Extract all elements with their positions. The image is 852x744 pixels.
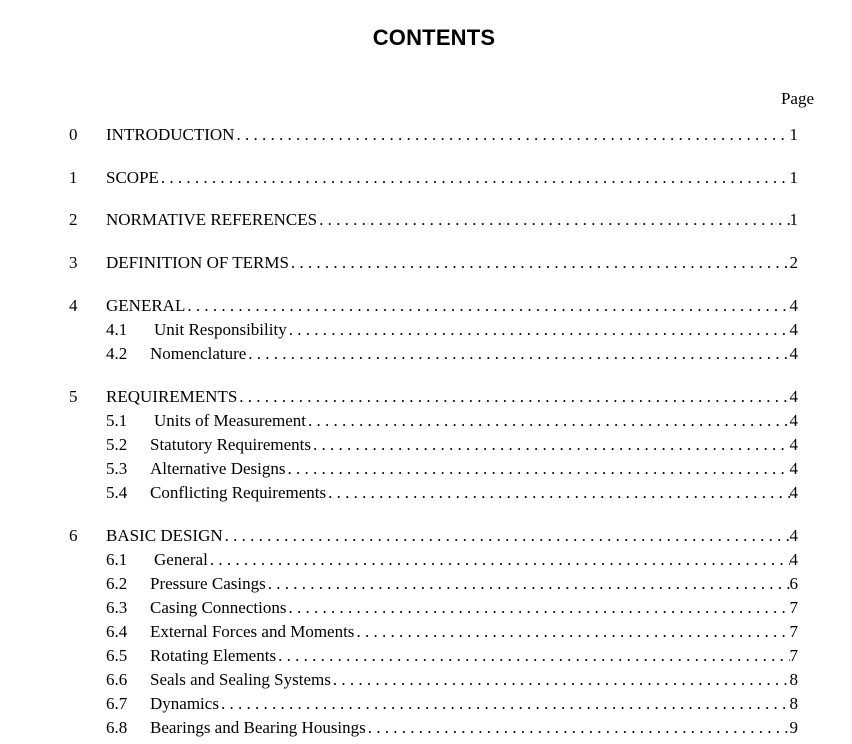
dot-leader xyxy=(328,482,789,504)
entry-text xyxy=(106,167,798,189)
entry-text xyxy=(150,621,798,643)
dot-leader xyxy=(221,693,790,715)
toc-entry-1[interactable] xyxy=(0,167,852,189)
entry-text xyxy=(106,209,798,231)
entry-text xyxy=(150,717,798,739)
subsection-title: External Forces and Moments xyxy=(150,622,355,641)
page-title: CONTENTS xyxy=(372,25,496,50)
subsection-number: 6.4 xyxy=(106,622,128,641)
toc-entry-5-1[interactable] xyxy=(0,410,852,432)
subsection-number: 6.7 xyxy=(106,694,128,713)
toc-entry-2[interactable] xyxy=(0,209,852,231)
subsection-title: Nomenclature xyxy=(150,344,247,363)
toc-entry-5-2[interactable] xyxy=(0,434,852,456)
section-title: SCOPE xyxy=(106,168,159,187)
page-number: 4 xyxy=(789,344,798,363)
section-title: DEFINITION OF TERMS xyxy=(106,253,289,272)
dot-leader xyxy=(308,410,789,432)
toc-entry-5-4[interactable] xyxy=(0,482,852,504)
dot-leader xyxy=(356,621,789,643)
subsection-number: 5.4 xyxy=(106,483,128,502)
page-number: 1 xyxy=(789,168,798,187)
page-number: 4 xyxy=(789,483,798,502)
section-number: 2 xyxy=(69,210,78,229)
subsection-title: Units of Measurement xyxy=(154,411,307,430)
entry-text xyxy=(150,693,798,715)
page-number: 4 xyxy=(789,387,798,406)
page-number: 9 xyxy=(789,718,798,737)
entry-text xyxy=(150,669,798,691)
toc-entry-6-8[interactable] xyxy=(0,717,852,739)
entry-text xyxy=(154,319,798,341)
entry-text xyxy=(150,482,798,504)
subsection-title: Rotating Elements xyxy=(150,646,277,665)
page-number: 4 xyxy=(789,435,798,454)
section-number: 6 xyxy=(69,526,78,545)
subsection-number: 4.1 xyxy=(106,320,128,339)
subsection-title: Conflicting Requirements xyxy=(150,483,327,502)
page-number: 4 xyxy=(789,459,798,478)
section-title: NORMATIVE REFERENCES xyxy=(106,210,318,229)
subsection-number: 5.3 xyxy=(106,459,128,478)
toc-entry-6[interactable] xyxy=(0,525,852,547)
dot-leader xyxy=(288,458,790,480)
toc-entry-6-7[interactable] xyxy=(0,693,852,715)
dot-leader xyxy=(187,295,789,317)
page-number: 6 xyxy=(789,574,798,593)
toc-entry-6-2[interactable] xyxy=(0,573,852,595)
toc-entry-4-2[interactable] xyxy=(0,343,852,365)
page-number: 4 xyxy=(789,526,798,545)
dot-leader xyxy=(239,386,789,408)
dot-leader xyxy=(225,525,790,547)
entry-text xyxy=(106,252,798,274)
entry-text xyxy=(150,597,798,619)
page-number: 8 xyxy=(789,670,798,689)
page-number: 4 xyxy=(789,296,798,315)
page-number: 1 xyxy=(789,125,798,144)
subsection-title: Pressure Casings xyxy=(150,574,266,593)
toc-entry-4-1[interactable] xyxy=(0,319,852,341)
dot-leader xyxy=(236,124,789,146)
section-title: REQUIREMENTS xyxy=(106,387,238,406)
section-title: GENERAL xyxy=(106,296,186,315)
subsection-title: Statutory Requirements xyxy=(150,435,312,454)
subsection-number: 6.6 xyxy=(106,670,128,689)
page-number: 1 xyxy=(789,210,798,229)
dot-leader xyxy=(268,573,790,595)
subsection-title: Seals and Sealing Systems xyxy=(150,670,331,689)
dot-leader xyxy=(289,319,790,341)
subsection-number: 4.2 xyxy=(106,344,128,363)
dot-leader xyxy=(291,252,790,274)
page-number: 7 xyxy=(789,598,798,617)
section-number: 5 xyxy=(69,387,78,406)
entry-text xyxy=(150,458,798,480)
dot-leader xyxy=(333,669,790,691)
entry-text xyxy=(154,410,798,432)
dot-leader xyxy=(161,167,790,189)
subsection-title: Dynamics xyxy=(150,694,219,713)
dot-leader xyxy=(210,549,790,571)
subsection-number: 6.5 xyxy=(106,646,128,665)
subsection-number: 5.2 xyxy=(106,435,128,454)
toc-entry-6-3[interactable] xyxy=(0,597,852,619)
page-number: 7 xyxy=(789,646,798,665)
page-number: 4 xyxy=(789,320,798,339)
section-title: BASIC DESIGN xyxy=(106,526,223,545)
dot-leader xyxy=(313,434,789,456)
toc-entry-5[interactable] xyxy=(0,386,852,408)
toc-entry-6-1[interactable] xyxy=(0,549,852,571)
subsection-number: 6.8 xyxy=(106,718,128,737)
page-number: 4 xyxy=(789,550,798,569)
entry-text xyxy=(106,386,798,408)
section-number: 3 xyxy=(69,253,78,272)
section-number: 1 xyxy=(69,168,78,187)
toc-entry-4[interactable] xyxy=(0,295,852,317)
toc-entry-6-6[interactable] xyxy=(0,669,852,691)
entry-text xyxy=(154,549,798,571)
toc-entry-3[interactable] xyxy=(0,252,852,274)
toc-entry-5-3[interactable] xyxy=(0,458,852,480)
entry-text xyxy=(106,295,798,317)
dot-leader xyxy=(368,717,790,739)
subsection-number: 6.2 xyxy=(106,574,128,593)
subsection-title: General xyxy=(154,550,208,569)
section-title: INTRODUCTION xyxy=(106,125,235,144)
page-number: 8 xyxy=(789,694,798,713)
entry-text xyxy=(106,124,798,146)
toc-entry-6-4[interactable] xyxy=(0,621,852,643)
entry-text xyxy=(106,525,798,547)
subsection-title: Unit Responsibility xyxy=(154,320,287,339)
page-number: 7 xyxy=(789,622,798,641)
dot-leader xyxy=(319,209,789,231)
subsection-number: 5.1 xyxy=(106,411,128,430)
page-column-heading: Page xyxy=(780,89,814,108)
toc-entry-0[interactable] xyxy=(0,124,852,146)
subsection-title: Alternative Designs xyxy=(150,459,286,478)
entry-text xyxy=(150,645,798,667)
dot-leader xyxy=(248,343,789,365)
dot-leader xyxy=(278,645,789,667)
dot-leader xyxy=(288,597,789,619)
subsection-title: Casing Connections xyxy=(150,598,287,617)
section-number: 0 xyxy=(69,125,78,144)
subsection-number: 6.3 xyxy=(106,598,128,617)
subsection-number: 6.1 xyxy=(106,550,128,569)
section-number: 4 xyxy=(69,296,78,315)
subsection-title: Bearings and Bearing Housings xyxy=(150,718,366,737)
entry-text xyxy=(150,343,798,365)
entry-text xyxy=(150,434,798,456)
page-number: 2 xyxy=(789,253,798,272)
entry-text xyxy=(150,573,798,595)
toc-entry-6-5[interactable] xyxy=(0,645,852,667)
page-number: 4 xyxy=(789,411,798,430)
